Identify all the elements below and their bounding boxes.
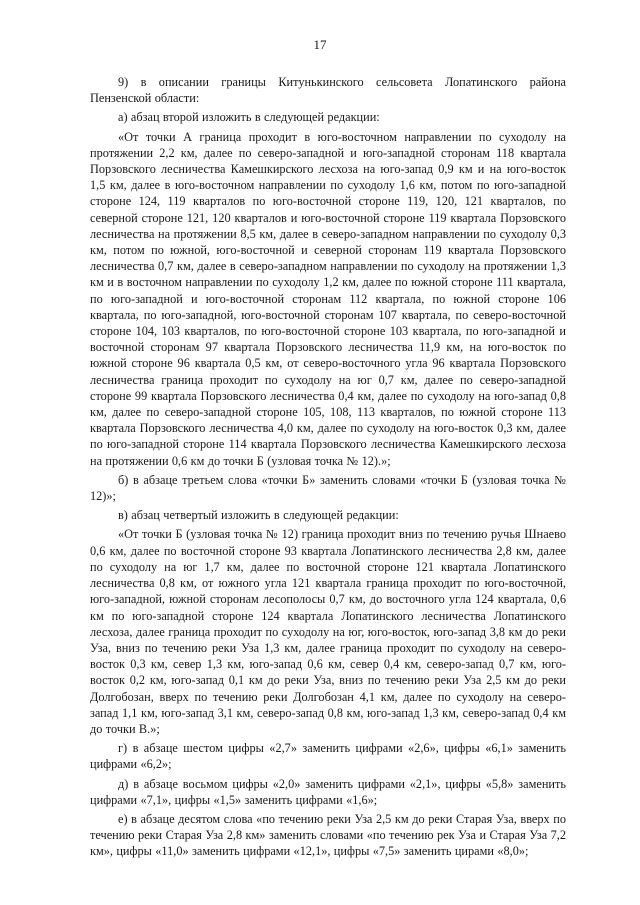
page-number: 17 — [313, 37, 327, 52]
paragraph-subitem-g: г) в абзаце шестом цифры «2,7» заменить цифрами «2,6», цифры «6,1» заменить цифрами «6,2»; — [90, 741, 566, 772]
paragraph-quote-point-b: «От точки Б (узловая точка № 12) граница проходит вниз по течению ручья Шнаево 0,6 км, далее по восточной стороне 93 квартала Лопатинского лесничества 2,8 км, далее по суходолу на юг 1,7 км, далее по восточной стороне 121 квартала Лопатинского лесничества 0,8 км, от южного угла 121 квартала граница проходит по юго-восточной, юго-западной, южной сторонам лесополосы 0,7 км, до восточного угла 124 квартала, 0,6 км по юго-западной стороне 124 квартала Лопатинского лесничества Лопатинского лесхоза, далее граница проходит по суходолу на юг, юго-восток, юго-запад 3,8 км до реки Уза, вниз по течению реки Уза 1,3 км, далее граница проходит по суходолу на северо-восток 0,3 км, север 1,3 км, юго-запад 0,6 км, север 0,4 км, северо-запад 0,7 км, юго-восток 0,2 км, юго-запад 0,1 км до реки Уза, вниз по течению реки Уза 2,5 км до реки Долгобозан, вверх по течению реки Долгобозан 4,1 км, далее по суходолу на северо-запад 1,1 км, юго-запад 3,1 км, северо-запад 0,8 км, юго-запад 1,3 км, северо-запад 0,4 км до точки В.»; — [90, 527, 566, 736]
paragraph-subitem-a: а) абзац второй изложить в следующей редакции: — [118, 110, 380, 125]
paragraph-subitem-d: д) в абзаце восьмом цифры «2,0» заменить цифрами «2,1», цифры «5,8» заменить цифрами «7,1», цифры «1,5» заменить цифрами «1,6»; — [90, 776, 566, 807]
document-body — [90, 74, 566, 863]
paragraph-subitem-e: е) в абзаце десятом слова «по течению реки Уза 2,5 км до реки Старая Уза, вверх по течению реки Старая Уза 2,8 км» заменить словами «по течению рек Уза и Старая Уза 7,2 км», цифры «11,0» заменить цифрами «12,1», цифры «7,5» заменить цирами «8,0»; — [90, 811, 566, 859]
paragraph-quote-point-a: «От точки А граница проходит в юго-восточном направлении по суходолу на протяжении 2,2 км, далее по северо-западной и юго-западной сторонам 118 квартала Порзовского лесничества Камешкирского лесхоза на юго-запад 0,9 км и на юго-восток 1,5 км, далее в юго-восточном направлении по суходолу 1,6 км, потом по юго-западной стороне 124, 119 кварталов по юго-восточной стороне 119, 120, 121 кварталов, по северной стороне 121, 120 кварталов и юго-восточной стороне 119 квартала Порзовского лесничества на протяжении 8,5 км, далее в северо-западном направлении по суходолу 0,3 км, потом по южной, юго-восточной и северной сторонам 119 квартала Порзовского лесничества 0,7 км, далее в северо-западном направлении по суходолу на протяжении 1,3 км и в восточном направлении по суходолу 1,2 км, далее по южной стороне 111 квартала, по юго-западной и юго-восточной сторонам 112 квартала, по южной стороне 106 квартала, по юго-западной, юго-восточной сторонам 107 квартала, по северо-восточной стороне 104, 103 кварталов, по юго-восточной стороне 103 квартала, по юго-западной и восточной сторонам 97 квартала Порзовского лесничества 11,9 км, на юго-восток по южной стороне 96 квартала 0,5 км, от северо-восточного угла 96 квартала Порзовского лесничества граница проходит по суходолу на юг 0,7 км, далее по северо-западной стороне 99 квартала Порзовского лесничества 0,4 км, далее по суходолу на юго-запад 0,8 км, далее по северо-западной стороне 105, 108, 113 кварталов, по южной стороне 113 квартала Порзовского лесничества 4,0 км, далее по суходолу на юго-восток 0,3 км, далее по юго-западной стороне 114 квартала Порзовского лесничества Камешкирского лесхоза на протяжении 0,6 км до точки Б (узловая точка № 12).»; — [90, 129, 566, 468]
paragraph-subitem-v: в) абзац четвертый изложить в следующей редакции: — [118, 508, 399, 523]
paragraph-item-9: 9) в описании границы Китунькинского сельсовета Лопатинского района Пензенской области: — [90, 75, 566, 106]
paragraph-subitem-b: б) в абзаце третьем слова «точки Б» заменить словами «точки Б (узловая точка № 12)»; — [90, 472, 566, 504]
